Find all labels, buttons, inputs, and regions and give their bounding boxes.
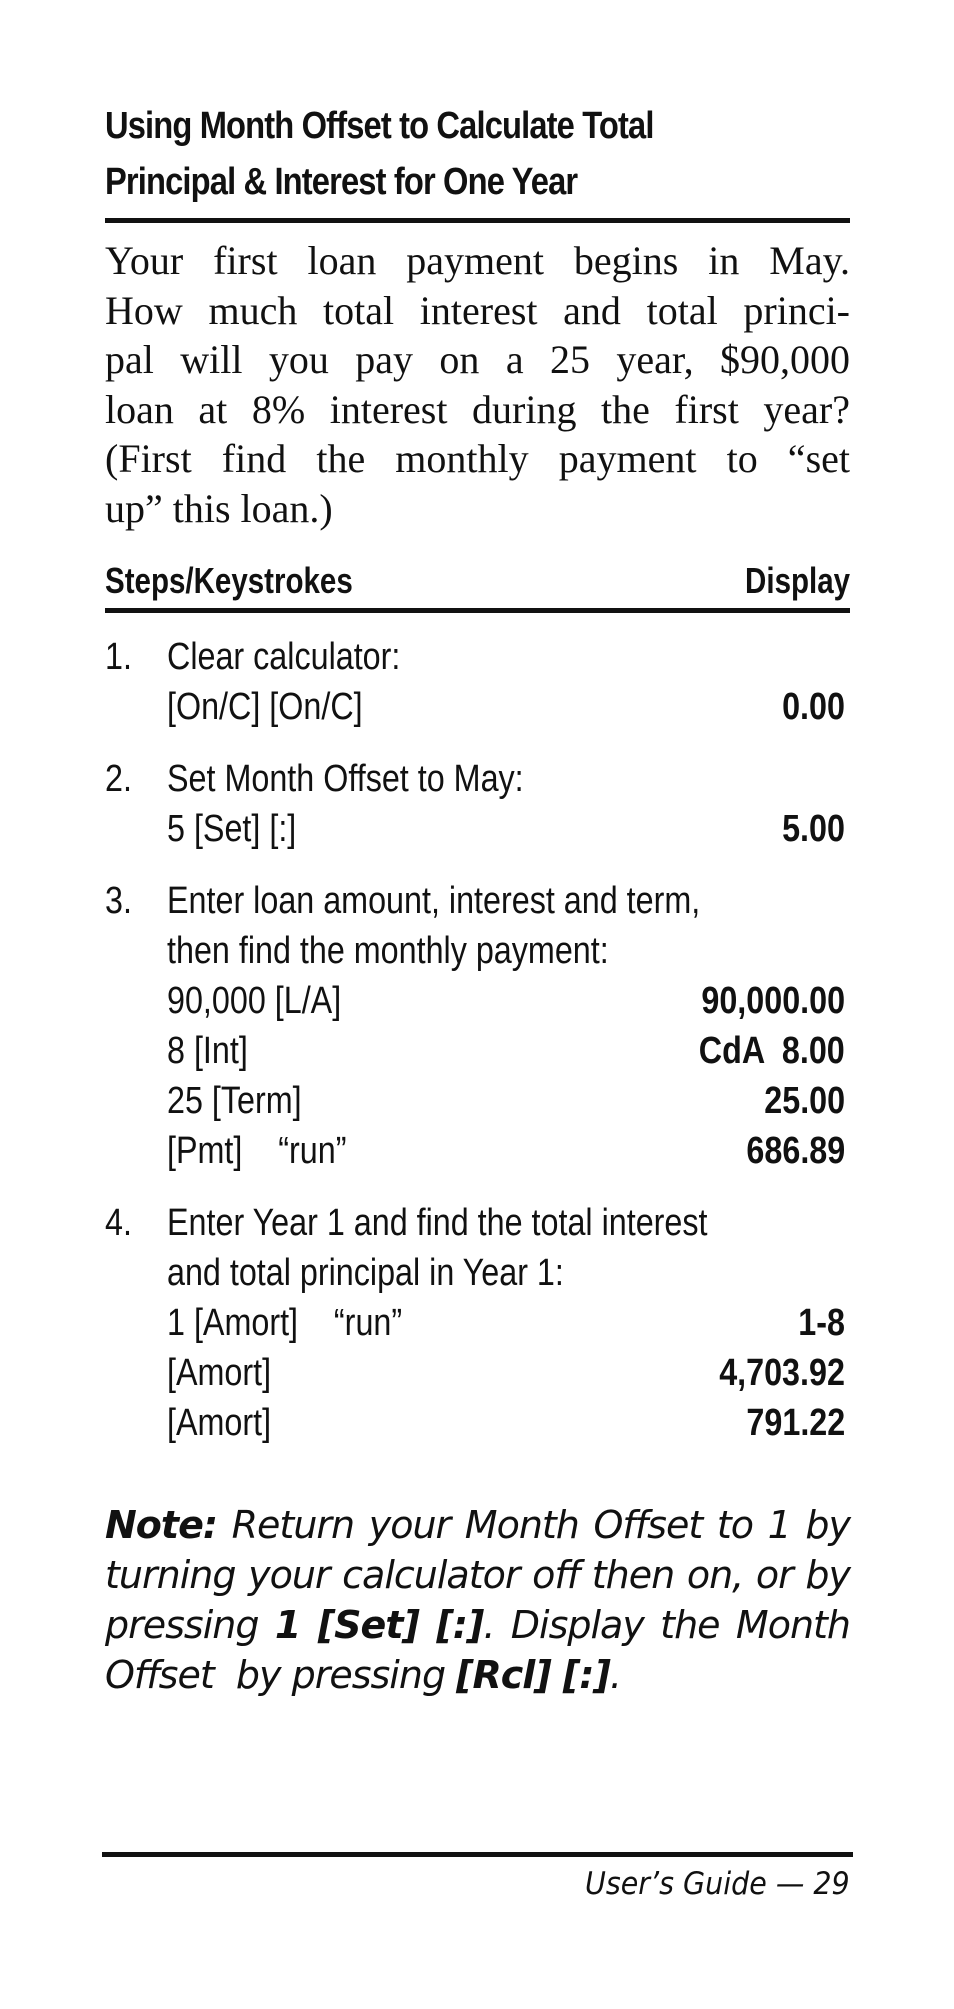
note-line: turning your calculator off then on, or by: [105, 1553, 850, 1597]
keystrokes: 5 [Set] [:]: [167, 808, 297, 850]
note-text: Return your Month Offset to 1 by: [217, 1503, 850, 1547]
display-value: 25.00: [764, 1080, 845, 1122]
keystrokes: [Pmt] “run”: [167, 1130, 347, 1172]
display-heading: Display: [744, 560, 850, 601]
step-description: Enter Year 1 and find the total interest: [167, 1202, 708, 1244]
footer-divider: [102, 1852, 853, 1857]
note-label: Note:: [105, 1503, 218, 1547]
intro-line: up” this loan.): [105, 485, 333, 531]
step-number: 1.: [105, 636, 132, 678]
display-value: 5.00: [782, 808, 845, 850]
section-title: [105, 98, 746, 210]
display-value: 686.89: [746, 1130, 845, 1172]
title-divider: [105, 218, 850, 223]
step-4-keystroke-row: [105, 1402, 850, 1452]
step-description: Set Month Offset to May:: [167, 758, 524, 800]
note-text: pressing: [105, 1603, 275, 1647]
steps-keystrokes-heading: Steps/Keystrokes: [105, 560, 353, 601]
step-4-description-row: [105, 1202, 850, 1252]
note-line: [105, 1500, 850, 1550]
section-title-line-1: Using Month Offset to Calculate Total: [105, 105, 654, 147]
step-1-keystroke-row: [105, 686, 850, 736]
display-value: 0.00: [782, 686, 845, 728]
keystrokes: 25 [Term]: [167, 1080, 302, 1122]
intro-line: How much total interest and total princi-: [105, 287, 850, 333]
step-3-keystroke-row: [105, 1030, 850, 1080]
note-paragraph: [105, 1500, 850, 1700]
steps-divider: [105, 608, 850, 613]
step-2-description-row: [105, 758, 850, 808]
keystrokes: 90,000 [L/A]: [167, 980, 342, 1022]
note-line: [105, 1600, 850, 1650]
display-value: 791.22: [746, 1402, 845, 1444]
step-4-keystroke-row: [105, 1352, 850, 1402]
step-number: 2.: [105, 758, 132, 800]
step-4-description-row-2: [105, 1252, 850, 1302]
note-text: . Display the Month: [483, 1603, 851, 1647]
step-3-keystroke-row: [105, 980, 850, 1030]
step-number: 3.: [105, 880, 132, 922]
keystrokes: [Amort]: [167, 1352, 272, 1394]
step-2-keystroke-row: [105, 808, 850, 858]
step-3-keystroke-row: [105, 1130, 850, 1180]
display-value: 1-8: [798, 1302, 845, 1344]
step-1-description-row: [105, 636, 850, 686]
step-number: 4.: [105, 1202, 132, 1244]
display-value: 4,703.92: [719, 1352, 845, 1394]
note-text: .: [609, 1653, 621, 1697]
intro-line: Your first loan payment begins in May.: [105, 238, 850, 283]
step-3-keystroke-row: [105, 1080, 850, 1130]
step-4-keystroke-row: [105, 1302, 850, 1352]
display-value: 90,000.00: [701, 980, 845, 1022]
step-description: Clear calculator:: [167, 636, 401, 678]
step-3-description-row-2: [105, 930, 850, 980]
intro-line: loan at 8% interest during the first year?: [105, 386, 850, 432]
keystrokes: 8 [Int]: [167, 1030, 248, 1072]
step-description: Enter loan amount, interest and term,: [167, 880, 701, 922]
note-keystroke: [Rcl] [:]: [456, 1653, 610, 1697]
intro-line: pal will you pay on a 25 year, $90,000: [105, 337, 850, 382]
step-description: and total principal in Year 1:: [167, 1252, 564, 1294]
note-keystroke: 1 [Set] [:]: [274, 1603, 484, 1647]
display-value: CdA 8.00: [698, 1030, 845, 1072]
step-description: then find the monthly payment:: [167, 930, 609, 972]
keystrokes: [Amort]: [167, 1402, 272, 1444]
section-title-line-2: Principal & Interest for One Year: [105, 161, 578, 203]
keystrokes: [On/C] [On/C]: [167, 686, 363, 728]
page-footer: User’s Guide — 29: [585, 1866, 850, 1902]
intro-line: (First find the monthly payment to “set: [105, 436, 850, 481]
intro-paragraph: [105, 236, 850, 533]
note-line: [105, 1650, 850, 1700]
step-3-description-row: [105, 880, 850, 930]
keystrokes: 1 [Amort] “run”: [167, 1302, 403, 1344]
steps-header: [105, 560, 850, 604]
note-text: Offset by pressing: [105, 1653, 457, 1697]
